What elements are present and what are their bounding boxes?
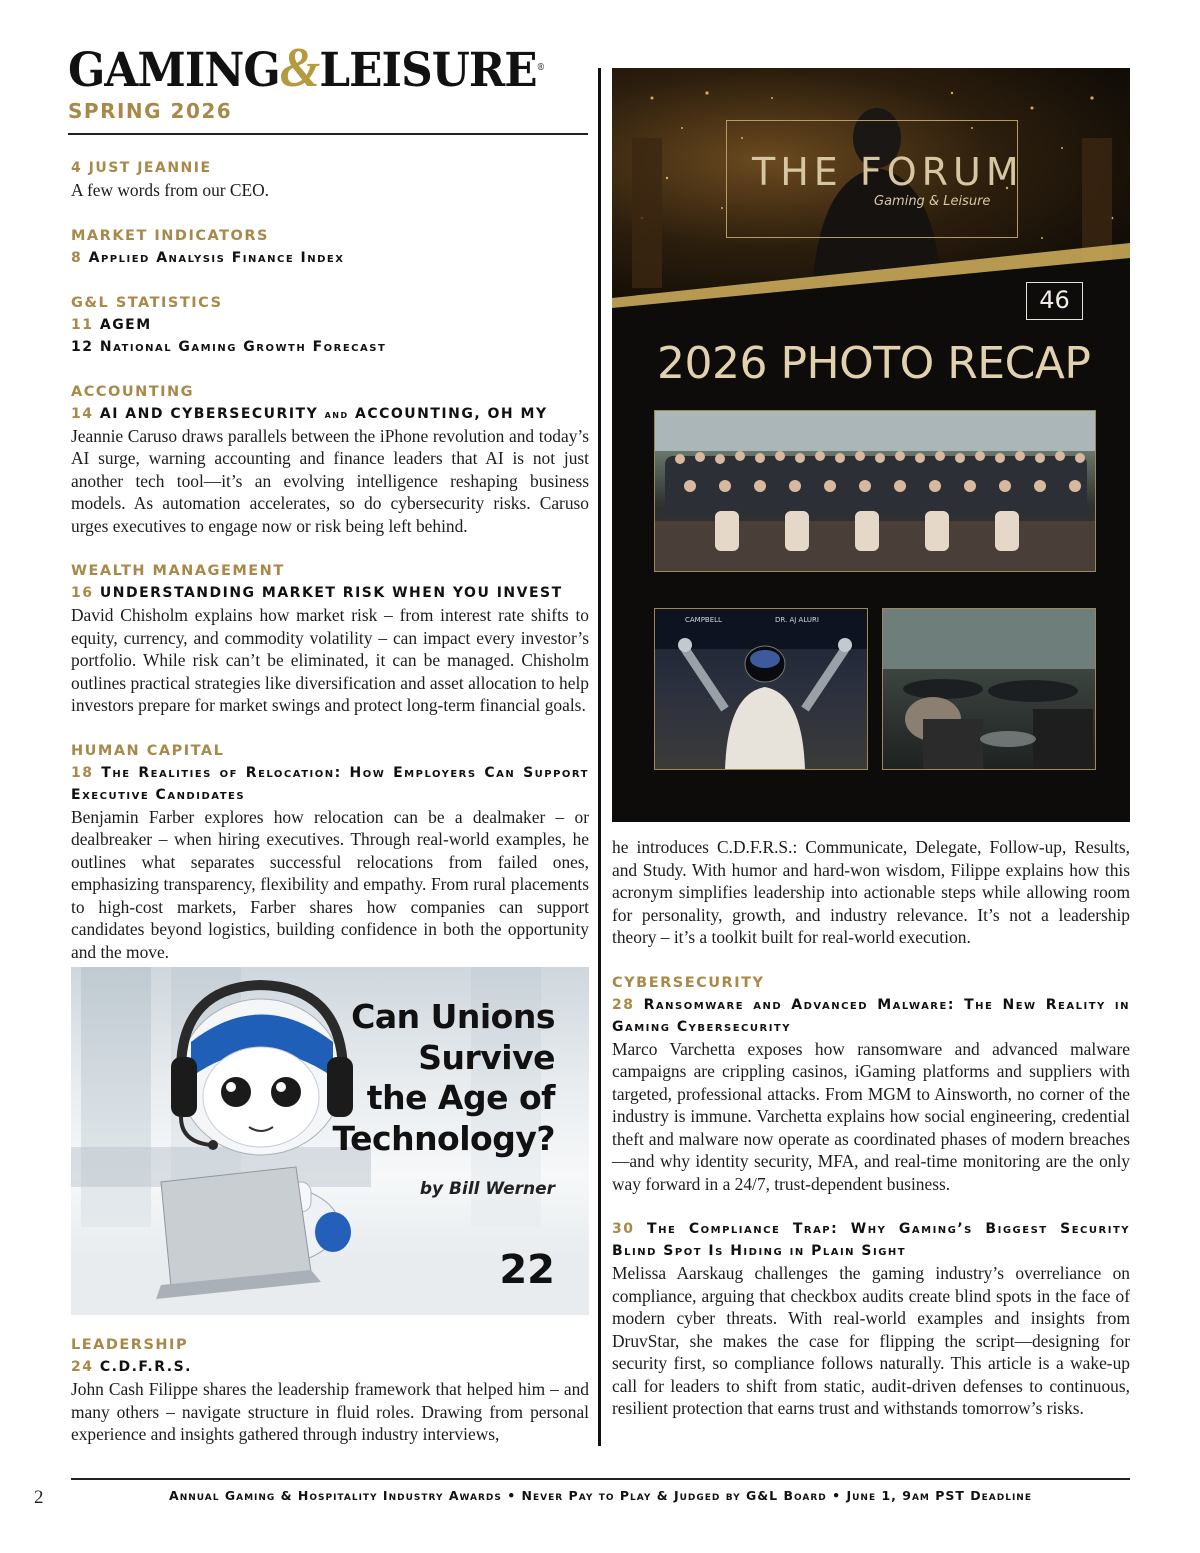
forum-photo-recap-feature[interactable] (612, 68, 1130, 822)
column-divider (598, 68, 601, 1446)
right-column (612, 836, 1130, 1420)
section-label: WEALTH MANAGEMENT (71, 563, 285, 579)
toc-desc: David Chisholm explains how market risk – from interest rate shifts to equity, currency, and commodity volatility – can impact every investor’s portfolio. While risk can’t be eliminated, it can be managed. Chisholm outlines practical strategies like diversification and asset allocation to help investors prepare for market swings and protect long-term financial goals. (71, 605, 589, 715)
ad-headline: Can Unions Survive the Age of Technology? (332, 997, 555, 1158)
section-label: HUMAN CAPITAL (71, 742, 225, 759)
toc-desc: Jeannie Caruso draws parallels between the iPhone revolution and today’s AI surge, warning accounting and finance leaders that AI is not just another tech tool—it’s an evolving intelligence reshaping business models. As automation accelerates, so do cybersecurity risks. Caruso urges executives to engage now or risk being left behind. (71, 425, 589, 536)
forum-title: THE FORUM (752, 150, 1024, 194)
footer-divider (71, 1478, 1130, 1480)
forum-page-number: 46 (1026, 282, 1083, 320)
svg-text:DR. AJ ALURI: DR. AJ ALURI (775, 616, 819, 624)
issue-label: SPRING 2026 (68, 99, 233, 123)
section-label: LEADERSHIP (71, 1337, 189, 1353)
svg-text:CAMPBELL: CAMPBELL (685, 616, 722, 624)
photo-recap-title: 2026 PHOTO RECAP (657, 338, 1091, 389)
toc-entry-ai-cybersecurity[interactable]: 14 AI AND CYBERSECURITY and ACCOUNTING, OH MY (71, 405, 548, 422)
toc-desc-continued: he introduces C.D.F.R.S.: Communicate, Delegate, Follow-up, Results, and Study. With humor and hard-won wisdom, Filippe explains how this acronym simplifies leadership into actionable steps while allowing room for personality, growth, and industry relevance. It’s not a leadership theory – it’s a toolkit built for real-world execution. (612, 837, 1130, 947)
brand-logo: GAMING&LEISURE® (68, 37, 545, 99)
toc-entry-market-risk[interactable]: 16 UNDERSTANDING MARKET RISK WHEN YOU INVEST (71, 585, 563, 601)
forum-subtitle: Gaming & Leisure (874, 194, 991, 209)
leadership-section (71, 1334, 589, 1446)
toc-desc: Benjamin Farber explores how relocation can be a dealmaker – or dealbreaker – when hiring executives. Through real-world examples, he outlines what separates successful relocations from failed ones, emphasizing transparency, flexibility and empathy. From rural placements to high-cost markets, Farber shares how companies can support candidates beyond logistics, building confidence in both the opportunity and the move. (71, 806, 589, 962)
section-label: CYBERSECURITY (612, 974, 765, 991)
conference-room-photo (882, 608, 1096, 770)
toc-entry-compliance-trap[interactable]: 30 The Compliance Trap: Why Gaming’s Biggest Security Blind Spot Is Hiding in Plain Sight (612, 1221, 1131, 1259)
robot-stage-photo (654, 608, 868, 770)
toc-desc: John Cash Filippe shares the leadership framework that helped him – and many others – navigate structure in fluid roles. Drawing from personal experience and insights gathered through industry interviews, (71, 1379, 589, 1444)
ad-byline: by Bill Werner (419, 1179, 555, 1199)
toc-entry-ransomware[interactable]: 28 Ransomware and Advanced Malware: The New Reality in Gaming Cybersecurity (612, 996, 1131, 1035)
left-column (71, 157, 589, 963)
toc-desc: Melissa Aarskaug challenges the gaming industry’s overreliance on compliance, arguing that checkbox audits create blind spots in the face of modern cyber threats. With real-world examples and insights from DruvStar, she makes the case for flipping the script—designing for security first, so compliance follows naturally. This article is a wake-up call for leaders to shift from static, audit-driven defenses to continuous, resilient protection that earns trust and withstands tomorrow’s risks. (612, 1263, 1130, 1418)
toc-entry-growth-forecast[interactable]: 12 National Gaming Growth Forecast (71, 338, 387, 355)
toc-entry-relocation[interactable]: 18 The Realities of Relocation: How Employers Can Support Executive Candidates (71, 764, 590, 803)
toc-entry-finance-index[interactable]: 8 Applied Analysis Finance Index (71, 249, 345, 266)
toc-desc: Marco Varchetta exposes how ransomware and advanced malware campaigns are crippling casinos, iGaming platforms and suppliers with targeted, professional attacks. From MGM to Ainsworth, no corner of the industry is immune. Varchetta explains how social engineering, credential theft and malware now operate as coordinated phases of modern breaches—and why identity security, MFA, and real-time monitoring are the only way forward in a 24/7, trust-dependent business. (612, 1038, 1130, 1194)
toc-entry-cdfrs[interactable]: 24 C.D.F.R.S. (71, 1359, 192, 1375)
page-number: 2 (34, 1487, 44, 1508)
group-photo (654, 410, 1096, 572)
toc-entry-just-jeannie[interactable]: 4 JUST JEANNIE (71, 160, 212, 176)
footer-awards-banner[interactable]: Annual Gaming & Hospitality Industry Awards • Never Pay to Play & Judged by G&L Board • June 1, 9am PST Deadline (169, 1488, 1032, 1503)
unions-feature-ad[interactable] (71, 967, 589, 1315)
section-label: G&L STATISTICS (71, 294, 223, 311)
toc-entry-agem[interactable]: 11 AGEM (71, 316, 152, 333)
ad-page-number: 22 (499, 1247, 555, 1293)
toc-desc: A few words from our CEO. (71, 180, 270, 200)
masthead-divider (68, 133, 588, 135)
section-label: MARKET INDICATORS (71, 227, 269, 244)
masthead (68, 37, 588, 123)
section-label: ACCOUNTING (71, 383, 195, 400)
